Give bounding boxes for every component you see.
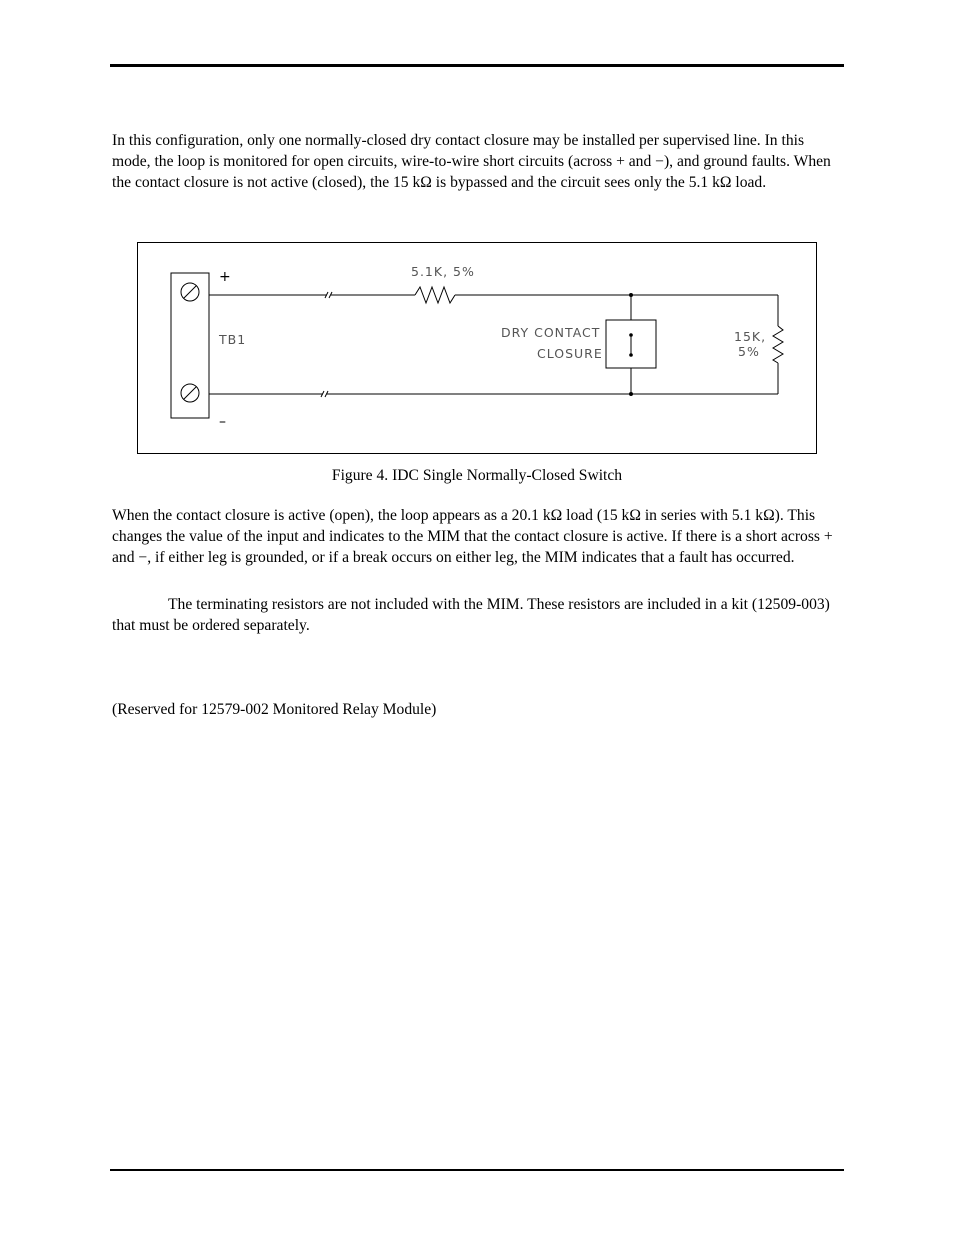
wire-negative	[209, 363, 778, 394]
closure-label: CLOSURE	[537, 346, 603, 361]
series-resistor-label: 5.1K, 5%	[411, 264, 475, 279]
terminal-block	[171, 273, 209, 418]
intro-paragraph: In this configuration, only one normally-closed dry contact closure may be installed per supervised line. In this mode, the loop is monitored for open circuits, wire-to-wire short circuits (across + and −), and ground faults. When the contact closure is not active (closed), the 15 kΩ is bypassed and the circuit sees only the 5.1 kΩ load.	[112, 132, 831, 191]
active-state-paragraph: When the contact closure is active (open), the loop appears as a 20.1 kΩ load (15 kΩ in series with 5.1 kΩ). This changes the value of the input and indicates to the MIM that the contact closure is active. If there is a short across + and −, if either leg is grounded, or if a break occurs on either leg, the MIM indicates that a fault has occurred.	[112, 507, 833, 566]
terminal-block-label: TB1	[219, 332, 247, 347]
dry-contact-branch	[606, 295, 656, 394]
eol-resistor-tolerance: 5%	[738, 344, 760, 359]
header-rule	[110, 64, 844, 67]
schematic-figure	[137, 242, 817, 454]
eol-resistor-value: 15K,	[734, 329, 767, 344]
plus-label: +	[219, 269, 231, 285]
schematic-diagram	[137, 242, 817, 454]
terminal-screw-bottom	[181, 384, 199, 402]
wire-break-mark-top	[325, 292, 332, 298]
wire-positive	[209, 287, 778, 326]
eol-resistor	[773, 326, 783, 363]
dry-contact-label: DRY CONTACT	[501, 325, 601, 340]
wire-break-mark-bottom	[321, 391, 328, 397]
reserved-note: (Reserved for 12579-002 Monitored Relay Module)	[112, 701, 437, 718]
footer-rule	[110, 1169, 844, 1171]
terminal-screw-top	[181, 283, 199, 301]
resistor-kit-paragraph: The terminating resistors are not included with the MIM. These resistors are included in a kit (12509-003) that must be ordered separately.	[112, 596, 830, 634]
figure-caption: Figure 4. IDC Single Normally-Closed Switch	[331, 467, 623, 484]
figure-frame	[138, 243, 817, 454]
minus-label: –	[219, 414, 226, 430]
